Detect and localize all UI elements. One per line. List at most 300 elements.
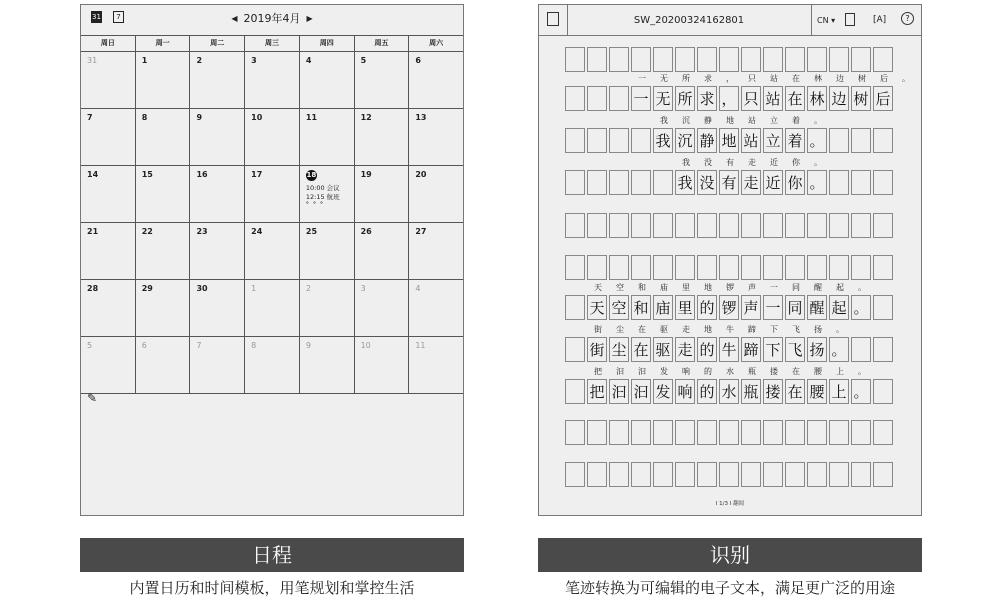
day-number: 15 [141,170,153,179]
calendar-day-cell[interactable] [300,166,355,222]
calendar-day-cell[interactable] [190,166,245,222]
writing-cell [631,462,651,487]
writing-cell: 树 [851,86,871,111]
writing-cell [631,420,651,445]
writing-cell [873,337,893,362]
writing-cell [653,420,673,445]
calendar-week-row [81,166,463,223]
writing-cell [829,47,849,72]
writing-cell [609,420,629,445]
weekday-label: 周一 [136,36,191,51]
writing-cell [609,47,629,72]
writing-cell [609,213,629,238]
day-number: 6 [415,56,421,65]
writing-cell: 和 [631,295,651,320]
writing-cell [587,170,607,195]
writing-cell [587,86,607,111]
calendar-day-cell[interactable] [409,166,463,222]
recognized-char: 站 [748,116,756,125]
recognized-char: 近 [770,158,778,167]
writing-cell [785,255,805,280]
recognized-text-line[interactable] [587,366,873,377]
writing-cell: 我 [653,128,673,153]
day-number: 28 [87,284,99,293]
calendar-event[interactable]: 12:15 航班 [305,193,340,201]
writing-cell [763,213,783,238]
writing-cell: 里 [675,295,695,320]
recognized-char: 所 [682,74,690,83]
day-number: 30 [196,284,208,293]
writing-cell [873,462,893,487]
writing-cell [587,128,607,153]
day-number: 5 [87,341,93,350]
writing-cell [565,379,585,404]
writing-cell: 在 [631,337,651,362]
calendar-day-cell[interactable] [136,52,191,108]
recognized-char: 着 [792,116,800,125]
calendar-day-cell[interactable] [136,337,191,393]
writing-grid-row[interactable] [565,128,895,153]
writing-cell [785,462,805,487]
writing-cell [829,128,849,153]
calendar-day-cell[interactable] [300,52,355,108]
writing-grid-row[interactable] [565,462,895,487]
writing-cell [763,255,783,280]
writing-cell [565,170,585,195]
writing-cell [653,47,673,72]
recognition-toolbar [539,5,921,36]
weekday-label: 周二 [190,36,245,51]
calendar-day-cell[interactable] [300,337,355,393]
calendar-day-cell[interactable] [136,166,191,222]
calendar-day-cell[interactable] [190,109,245,165]
recognized-char: 发 [660,367,668,376]
calendar-grid [81,35,463,394]
writing-cell: 尘 [609,337,629,362]
writing-grid-row[interactable] [565,420,895,445]
writing-cell [631,170,651,195]
export-icon[interactable] [845,13,855,26]
schedule-title-bar: 日程 [80,538,464,572]
recognized-char: 你 [792,158,800,167]
calendar-day-cell[interactable] [355,109,410,165]
prev-month-arrow-icon[interactable]: ◀ [231,13,238,23]
day-number: 10 [360,341,371,350]
writing-cell [609,170,629,195]
writing-cell: 所 [675,86,695,111]
language-select[interactable]: CN ▾ [817,15,836,25]
writing-cell: 空 [609,295,629,320]
calendar-day-cell[interactable] [81,52,136,108]
writing-cell [873,379,893,404]
writing-cell [565,47,585,72]
writing-cell [609,255,629,280]
writing-cell: 求 [697,86,717,111]
day-number: 16 [196,170,208,179]
writing-cell: 立 [763,128,783,153]
day-number: 25 [305,227,318,236]
writing-cell [653,462,673,487]
recognized-char: 天 [594,283,602,292]
writing-cell [741,420,761,445]
day-number: 3 [251,56,257,65]
day-number: 17 [251,170,263,179]
recognized-char: 在 [638,325,646,334]
recognized-char: 扬 [814,325,822,334]
day-number: 9 [305,341,311,350]
writing-cell [741,213,761,238]
day-number: 20 [415,170,427,179]
writing-cell [851,47,871,72]
recognized-char: 和 [638,283,646,292]
writing-cell [675,420,695,445]
calendar-day-cell[interactable] [190,223,245,279]
calendar-day-cell[interactable] [81,280,136,336]
calendar-day-cell[interactable] [300,223,355,279]
writing-cell [565,295,585,320]
recognized-char: 驱 [660,325,668,334]
writing-cell: 飞 [785,337,805,362]
writing-cell [829,462,849,487]
day-number: 13 [415,113,427,122]
writing-cell [873,47,893,72]
recognized-char: 我 [660,116,668,125]
writing-cell: 站 [741,128,761,153]
recognized-text-line[interactable] [675,157,829,168]
calendar-day-cell[interactable] [355,280,410,336]
recognized-char: 。 [858,367,866,376]
language-value: CN [817,15,829,25]
recognized-char: 。 [858,283,866,292]
weekday-label: 周五 [355,36,410,51]
calendar-day-cell[interactable] [245,337,300,393]
writing-cell: 有 [719,170,739,195]
calendar-day-cell[interactable] [136,223,191,279]
calendar-day-cell[interactable] [136,109,191,165]
writing-cell [763,47,783,72]
writing-cell [631,213,651,238]
writing-cell: 后 [873,86,893,111]
page-indicator[interactable] [539,499,921,507]
writing-cell: 起 [829,295,849,320]
recognized-char: 。 [836,325,844,334]
writing-grid-row[interactable] [565,255,895,280]
writing-cell: ， [719,86,739,111]
month-title: 2019年4月 [243,12,301,25]
writing-cell [675,47,695,72]
writing-cell [873,128,893,153]
calendar-day-cell[interactable] [355,337,410,393]
recognized-char: 在 [792,74,800,83]
calendar-day-cell[interactable] [245,166,300,222]
calendar-event[interactable]: 10:00 会议 [305,184,340,192]
writing-cell [741,255,761,280]
writing-cell [565,255,585,280]
writing-cell [785,213,805,238]
calendar-day-cell[interactable] [409,52,463,108]
writing-cell [609,86,629,111]
writing-cell [609,462,629,487]
writing-grid-row[interactable] [565,379,895,404]
calendar-panel [80,4,464,516]
writing-cell: 庙 [653,295,673,320]
recognized-text-line[interactable] [587,324,851,335]
writing-cell: 。 [851,379,871,404]
calendar-day-cell[interactable] [355,166,410,222]
recognized-char: 下 [770,325,778,334]
recognized-char: 同 [792,283,800,292]
writing-cell: 我 [675,170,695,195]
writing-cell: 着 [785,128,805,153]
writing-cell: 汩 [609,379,629,404]
writing-cell [587,462,607,487]
writing-cell: 下 [763,337,783,362]
writing-cell: 汩 [631,379,651,404]
recognized-char: 。 [902,74,910,83]
day-number: 1 [141,56,148,65]
day-number: 8 [251,341,257,350]
writing-cell: 近 [763,170,783,195]
writing-cell [763,462,783,487]
recognition-title-bar: 识别 [538,538,922,572]
writing-cell [697,255,717,280]
calendar-day-cell[interactable] [136,280,191,336]
recognized-char: 沉 [682,116,690,125]
writing-cell [807,255,827,280]
day-number: 26 [360,227,372,236]
day-number: 14 [87,170,99,179]
recognized-char: 尘 [616,325,624,334]
recognized-char: ， [726,74,734,83]
writing-cell [565,213,585,238]
day-number: 10 [251,113,263,122]
writing-cell: 。 [807,170,827,195]
day-number: 22 [141,227,153,236]
recognized-char: 边 [836,74,844,83]
recognition-panel [538,4,922,516]
writing-cell: 在 [785,379,805,404]
next-month-arrow-icon[interactable]: ▶ [306,13,313,23]
day-number: 2 [305,284,311,293]
writing-cell [763,420,783,445]
recognized-char: 地 [704,283,712,292]
writing-cell: 响 [675,379,695,404]
recognized-char: 。 [814,158,822,167]
recognized-char: 站 [770,74,778,83]
day-number: 21 [87,227,99,236]
writing-cell: 走 [675,337,695,362]
calendar-day-cell[interactable] [409,280,463,336]
writing-cell [719,213,739,238]
day-number: 9 [196,113,203,122]
recognized-char: 响 [682,367,690,376]
weekday-header [81,36,463,52]
day-number: 7 [87,113,93,122]
recognized-char: 只 [748,74,756,83]
pen-edit-icon[interactable]: ✎ [87,391,98,405]
writing-grid-row[interactable] [565,86,895,111]
day-number: 1 [251,284,257,293]
day-number: 29 [141,284,153,293]
writing-cell [719,420,739,445]
writing-cell: 静 [697,128,717,153]
writing-cell [697,47,717,72]
day-number: 6 [141,341,147,350]
recognized-char: 我 [682,158,690,167]
recognized-char: 锣 [726,283,734,292]
recognized-text-line[interactable] [631,73,917,84]
calendar-day-cell[interactable] [81,223,136,279]
day-number: 18 [306,171,317,179]
recognized-char: 后 [880,74,888,83]
recognized-char: 蹄 [748,325,756,334]
writing-cell [741,47,761,72]
calendar-week-icon[interactable]: 7 [113,11,124,23]
calendar-day-cell[interactable] [190,52,245,108]
writing-cell [851,170,871,195]
recognized-char: 庙 [660,283,668,292]
writing-cell: 地 [719,128,739,153]
recognized-char: 地 [726,116,734,125]
writing-cell: 扬 [807,337,827,362]
writing-cell: 只 [741,86,761,111]
day-number: 27 [415,227,427,236]
writing-cell [565,128,585,153]
recognized-char: 水 [726,367,734,376]
writing-cell [829,420,849,445]
writing-cell [719,47,739,72]
weekday-label: 周三 [245,36,300,51]
writing-cell [807,213,827,238]
writing-cell: 在 [785,86,805,111]
calendar-day-cell[interactable] [245,280,300,336]
calendar-day-cell[interactable] [300,280,355,336]
writing-cell: 天 [587,295,607,320]
recognized-char: 起 [836,283,844,292]
calendar-day-cell[interactable] [409,223,463,279]
writing-cell [829,170,849,195]
recognized-char: 地 [704,325,712,334]
recognized-text-line[interactable] [653,115,829,126]
writing-cell [631,128,651,153]
recognized-char: 一 [770,283,778,292]
help-icon[interactable]: ? [901,12,914,25]
writing-cell: 水 [719,379,739,404]
recognized-char: 汩 [616,367,624,376]
writing-cell [851,128,871,153]
recognized-char: 在 [792,367,800,376]
writing-cell [587,213,607,238]
recognized-char: 走 [748,158,756,167]
day-number: 31 [87,56,98,65]
writing-cell [807,47,827,72]
writing-cell: 走 [741,170,761,195]
writing-grid-row[interactable] [565,213,895,238]
writing-cell: 的 [697,295,717,320]
calendar-day-cell[interactable] [81,166,136,222]
calendar-day-cell[interactable] [409,109,463,165]
day-number: 12 [360,113,372,122]
calendar-day-cell[interactable] [245,223,300,279]
recognized-char: 汩 [638,367,646,376]
calendar-week-row [81,280,463,337]
recognized-char: 腰 [814,367,822,376]
recognized-char: 街 [594,325,602,334]
writing-cell [741,462,761,487]
writing-cell: 你 [785,170,805,195]
writing-cell [829,213,849,238]
writing-cell [653,170,673,195]
writing-cell: 牛 [719,337,739,362]
calendar-day-cell[interactable] [81,109,136,165]
writing-cell: 醒 [807,295,827,320]
writing-cell: 同 [785,295,805,320]
writing-cell: 边 [829,86,849,111]
recognized-text-line[interactable] [587,282,873,293]
writing-cell [675,462,695,487]
writing-cell [829,255,849,280]
writing-cell [851,255,871,280]
writing-cell [631,255,651,280]
day-number: 7 [196,341,202,350]
day-number: 3 [360,284,366,293]
recognized-char: 上 [836,367,844,376]
recognized-char: 里 [682,283,690,292]
calendar-day-cell[interactable] [355,52,410,108]
calendar-day-cell[interactable] [81,337,136,393]
day-number: 11 [305,113,318,122]
writing-cell [565,86,585,111]
writing-cell [653,255,673,280]
calendar-day-cell[interactable] [190,280,245,336]
writing-cell [873,170,893,195]
writing-cell: 蹄 [741,337,761,362]
weekday-label: 周六 [429,39,444,47]
writing-cell [785,47,805,72]
calendar-day-cell[interactable] [245,52,300,108]
writing-grid-row[interactable] [565,170,895,195]
day-number: 4 [415,284,421,293]
calendar-day-cell[interactable] [300,109,355,165]
calendar-header [81,5,463,31]
writing-cell: 声 [741,295,761,320]
recognized-char: 没 [704,158,712,167]
calendar-day-cell[interactable] [355,223,410,279]
calendar-day-cell[interactable] [245,109,300,165]
calendar-day-cell[interactable] [190,337,245,393]
writing-grid-row[interactable] [565,47,895,72]
recognized-char: 的 [704,367,712,376]
writing-cell [851,213,871,238]
writing-cell: 瓶 [741,379,761,404]
writing-cell: 腰 [807,379,827,404]
recognized-char: 声 [748,283,756,292]
calendar-today-icon[interactable]: 31 [92,13,101,21]
text-convert-icon[interactable]: [A] [873,15,887,25]
writing-grid-row[interactable] [565,337,895,362]
calendar-day-cell[interactable] [409,337,463,393]
recognized-char: 。 [814,116,822,125]
writing-cell [565,337,585,362]
writing-cell: 锣 [719,295,739,320]
writing-cell: 发 [653,379,673,404]
writing-cell: 上 [829,379,849,404]
writing-cell: 把 [587,379,607,404]
writing-grid-row[interactable] [565,295,895,320]
writing-cell: 驱 [653,337,673,362]
writing-cell [785,420,805,445]
recognized-char: 飞 [792,325,800,334]
